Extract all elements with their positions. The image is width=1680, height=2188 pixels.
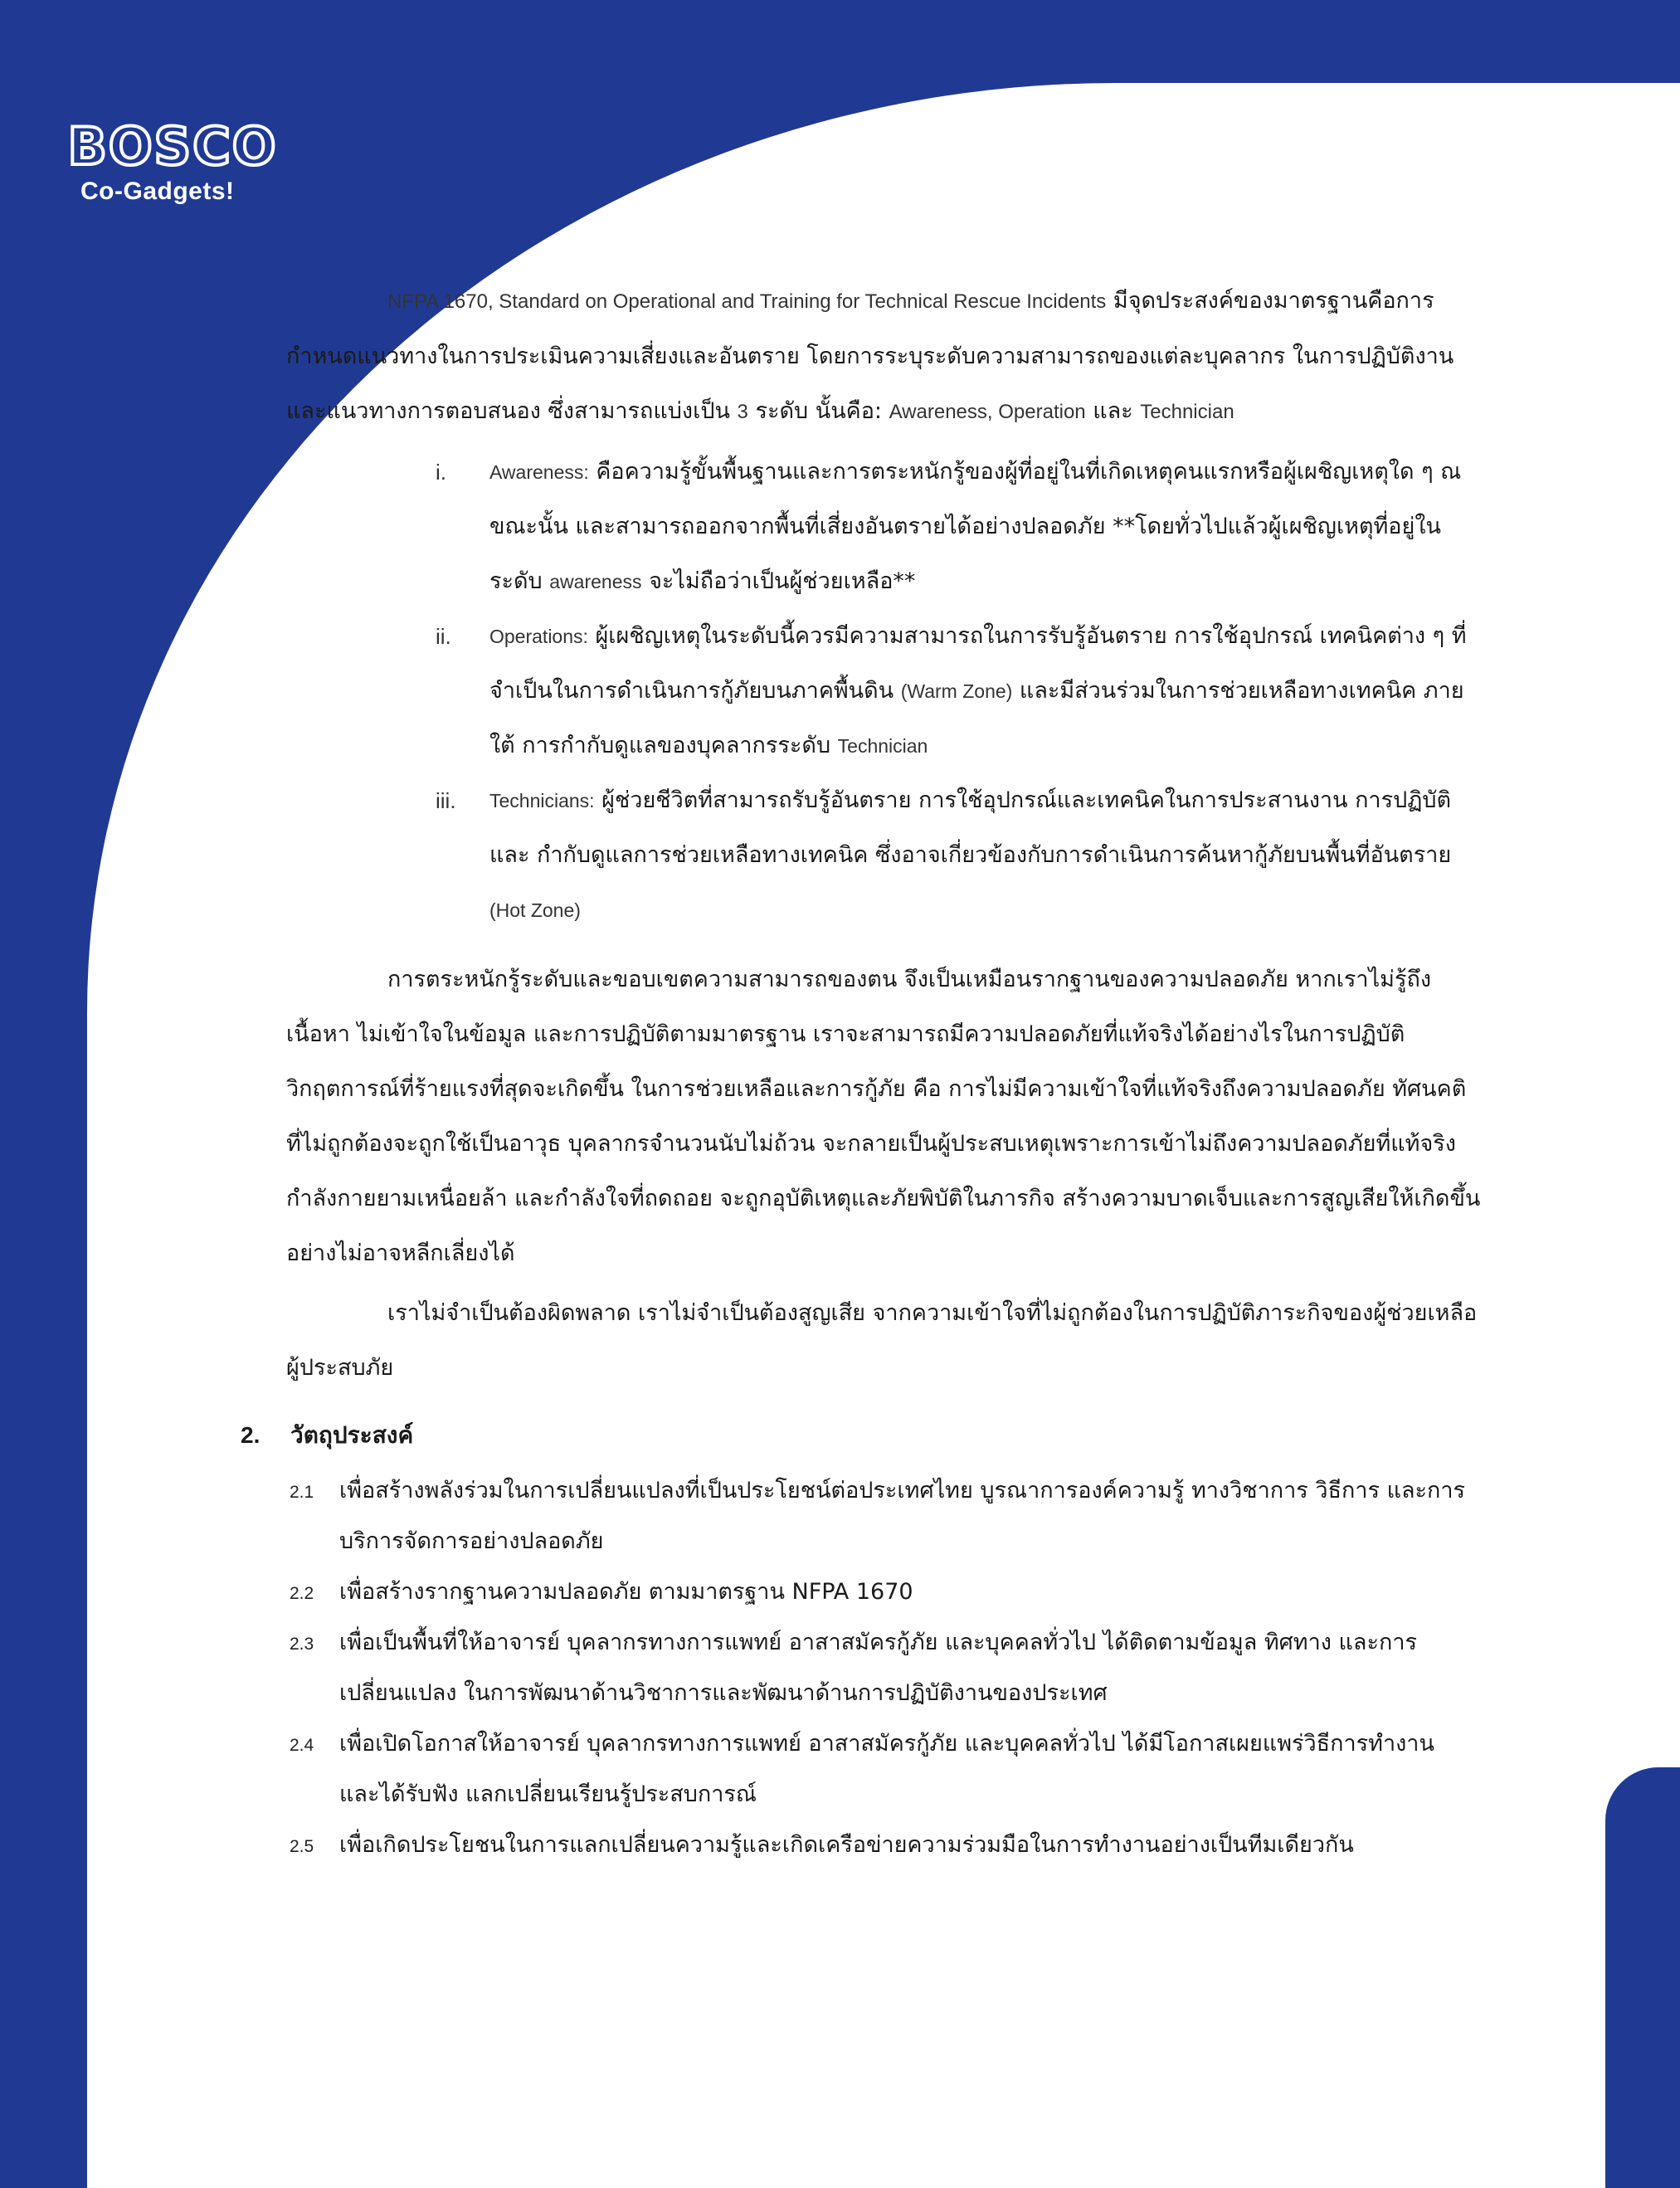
list-item: 2.2 เพื่อสร้างรากฐานความปลอดภัย ตามมาตรฐาน NFPA 1670 [290, 1579, 913, 1605]
svg-text:BOSCO: BOSCO [67, 116, 278, 177]
levels-list [286, 445, 1481, 938]
brand-logo [67, 116, 278, 206]
list-item: 2.1 เพื่อสร้างพลังร่วมในการเปลี่ยนแปลงที่เป็นประโยชน์ต่อประเทศไทย บูรณาการองค์ความรู้ ทางวิชาการ วิธีการ และการบริการจัดการอย่างปลอดภัย [290, 1478, 1466, 1554]
closing-paragraph: เราไม่จำเป็นต้องผิดพลาด เราไม่จำเป็นต้องสูญเสีย จากความเข้าใจที่ไม่ถูกต้องในการปฏิบัติภาระกิจของผู้ช่วยเหลือผู้ประสบภัย [286, 1300, 1478, 1381]
list-item: ii. Operations: ผู้เผชิญเหตุในระดับนี้ควรมีความสามารถในการรับรู้อันตราย การใช้อุปกรณ์ เทคนิคต่าง ๆ ที่ จำเป็นในการดำเนินการกู้ภัยบนภาคพื้นดิน (Warm Zone) และมีส่วนร่วมในการช่วยเหลือทางเทคนิค ภายใต้ การกำกับดูแลของบุคลากรระดับ Technician [436, 623, 1467, 758]
decorative-tab [1605, 1767, 1680, 2188]
list-item: i. Awareness: คือความรู้ขั้นพื้นฐานและการตระหนักรู้ของผู้ที่อยู่ในที่เกิดเหตุคนแรกหรือผู้เผชิญเหตุใด ๆ ณ ขณะนั้น และสามารถออกจากพื้นที่เสี่ยงอันตรายได้อย่างปลอดภัย **โดยทั่วไปแล้วผู้เผชิญเหตุที่อยู่ใน ระดับ awareness จะไม่ถือว่าเป็นผู้ช่วยเหลือ** [436, 459, 1462, 594]
standard-name: NFPA 1670, Standard on Operational and Training for Technical Rescue Incidents [387, 290, 1107, 313]
bosco-logo-icon [67, 116, 278, 177]
document-body [241, 274, 1481, 1870]
list-item: iii. Technicians: ผู้ช่วยชีวิตที่สามารถรับรู้อันตราย การใช้อุปกรณ์และเทคนิคในการประสานงาน การปฏิบัติ และ กำกับดูแลการช่วยเหลือทางเทคนิค ซึ่งอาจเกี่ยวข้องกับการดำเนินการค้นหากู้ภัยบนพื้นที่อันตราย (Hot Zone) [436, 787, 1452, 921]
objectives-list [286, 1465, 1481, 1870]
brand-tagline: Co-Gadgets! [80, 178, 235, 205]
list-item: 2.5 เพื่อเกิดประโยชนในการแลกเปลี่ยนความรู้และเกิดเครือข่ายความร่วมมือในการทำงานอย่างเป็นทีมเดียวกัน [290, 1832, 1354, 1858]
intro-paragraph: NFPA 1670, Standard on Operational and Training for Technical Rescue Incidents มีจุดประสงค์ของมาตรฐานคือการกำหนดแนวทางในการประเมินความเสี่ยงและอันตราย โดยการระบุระดับความสามารถของแต่ละบุคลากร ในการปฏิบัติงานและแนวทางการตอบสนอง ซึ่งสามารถแบ่งเป็น 3 ระดับ นั้นคือ: Awareness, Operation และ Technician [286, 288, 1454, 424]
section-heading: 2. วัตถุประสงค์ [241, 1421, 414, 1449]
list-item: 2.4 เพื่อเปิดโอกาสให้อาจารย์ บุคลากรทางการแพทย์ อาสาสมัครกู้ภัย และบุคคลทั่วไป ได้มีโอกาสเผยแพร่วิธีการทำงาน และได้รับฟัง แลกเปลี่ยนเรียนรู้ประสบการณ์ [290, 1731, 1434, 1807]
list-item: 2.3 เพื่อเป็นพื้นที่ให้อาจารย์ บุคลากรทางการแพทย์ อาสาสมัครกู้ภัย และบุคคลทั่วไป ได้ติดตามข้อมูล ทิศทาง และการเปลี่ยนแปลง ในการพัฒนาด้านวิชาการและพัฒนาด้านการปฏิบัติงานของประเทศ [290, 1630, 1417, 1706]
safety-paragraph: การตระหนักรู้ระดับและขอบเขตความสามารถของตน จึงเป็นเหมือนรากฐานของความปลอดภัย หากเราไม่รู้ถึงเนื้อหา ไม่เข้าใจในข้อมูล และการปฏิบัติตามมาตรฐาน เราจะสามารถมีความปลอดภัยที่แท้จริงได้อย่างไรในการปฏิบัติ วิกฤตการณ์ที่ร้ายแรงที่สุดจะเกิดขึ้น ในการช่วยเหลือและการกู้ภัย คือ การไม่มีความเข้าใจที่แท้จริงถึงความปลอดภัย ทัศนคติที่ไม่ถูกต้องจะถูกใช้เป็นอาวุธ บุคลากรจำนวนนับไม่ถ้วน จะกลายเป็นผู้ประสบเหตุเพราะการเข้าไม่ถึงความปลอดภัยที่แท้จริง กำลังกายยามเหนื่อยล้า และกำลังใจที่ถดถอย จะถูกอุบัติเหตุและภัยพิบัติในภารกิจ สร้างความบาดเจ็บและการสูญเสียให้เกิดขึ้นอย่างไม่อาจหลีกเลี่ยงได้ [286, 967, 1481, 1266]
